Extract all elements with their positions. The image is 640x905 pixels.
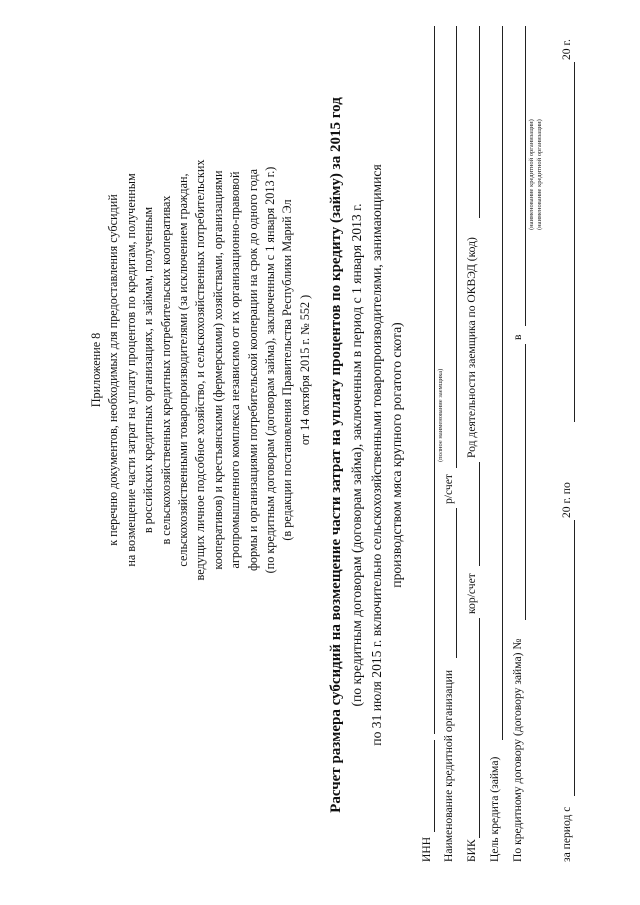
inn-label: ИНН <box>420 836 433 862</box>
header-line: в российских кредитных организациях, и займам, полученным <box>141 206 156 534</box>
in-label: в <box>511 334 524 340</box>
appendix-header <box>88 90 314 650</box>
header-line: Приложение 8 <box>89 332 103 408</box>
contract-number-field[interactable] <box>525 344 526 620</box>
period-to-year: 20 г. <box>560 39 573 60</box>
header-line: (по кредитным договорам (договорам займа), заключенным с 1 января 2013 г.) <box>263 166 278 574</box>
rs-field[interactable] <box>456 26 457 468</box>
document-title <box>326 75 407 835</box>
rs-label: р/счет <box>442 474 455 504</box>
borrower-name-caption: (полное наименование заемщика) <box>437 368 444 462</box>
title-sub-line: производством мяса крупного рогатого скота) <box>389 322 404 588</box>
title-sub-line: (по кредитным договорам (договорам займа), заключенным в период с 1 января 2013 г. <box>349 203 364 707</box>
period-label: за период с <box>560 806 573 862</box>
ks-label: кор/счет <box>465 573 478 614</box>
header-line: (в редакции постановления Правительства Республики Марий Эл <box>280 199 295 541</box>
header-line: к перечню документов, необходимых для предоставления субсидий <box>106 194 121 546</box>
header-line: ведущих личное подсобное хозяйство, и сельскохозяйственных потребительских <box>193 159 208 581</box>
header-line: агропромышленного комплекса независимо от их организационно-правовой <box>228 171 243 569</box>
period-from-field[interactable] <box>574 520 575 796</box>
okved-label: Род деятельности заемщика по ОКВЭД (код) <box>465 237 478 458</box>
credit-org-field[interactable] <box>525 26 526 326</box>
borrower-form <box>420 0 620 870</box>
purpose-field[interactable] <box>502 26 503 740</box>
borrower-name-field[interactable] <box>434 26 435 734</box>
bank-name-field[interactable] <box>456 508 457 658</box>
period-to-field[interactable] <box>574 62 575 422</box>
header-line: сельскохозяйственными товаропроизводителями (за исключением граждан, <box>176 173 191 567</box>
credit-org-caption: (наименование кредитной организации) <box>528 119 535 230</box>
purpose-label: Цель кредита (займа) <box>488 756 501 862</box>
header-line: формы и организациями потребительской кооперации на срок до одного года <box>245 169 260 571</box>
header-line: на возмещение части затрат на уплату процентов по кредитам, полученным <box>123 173 138 567</box>
ks-field[interactable] <box>479 462 480 566</box>
bik-label: БИК <box>465 839 478 862</box>
header-line: кооперативов) и крестьянскими (фермерскими) хозяйствами, организациями <box>210 170 225 570</box>
contract-label: По кредитному договору (договору займа) № <box>511 638 524 862</box>
period-from-year: 20 г. по <box>560 482 573 518</box>
inn-field[interactable] <box>434 740 435 832</box>
title-sub-line: по 31 июля 2015 г. включительно сельскохозяйственными товаропроизводителями, занимающимися <box>369 164 384 746</box>
credit-org-caption-2: (наименование кредитной организации) <box>536 119 543 230</box>
okved-field[interactable] <box>479 26 480 218</box>
bank-name-label: Наименование кредитной организации <box>442 669 455 862</box>
bik-field[interactable] <box>479 618 480 838</box>
title-main: Расчет размера субсидий на возмещение части затрат на уплату процентов по кредиту (займу) за 2015 год <box>328 97 344 813</box>
header-line: от 14 октября 2015 г. № 552 ) <box>297 294 312 446</box>
header-line: в сельскохозяйственных кредитных потребительских кооперативах <box>158 195 173 545</box>
